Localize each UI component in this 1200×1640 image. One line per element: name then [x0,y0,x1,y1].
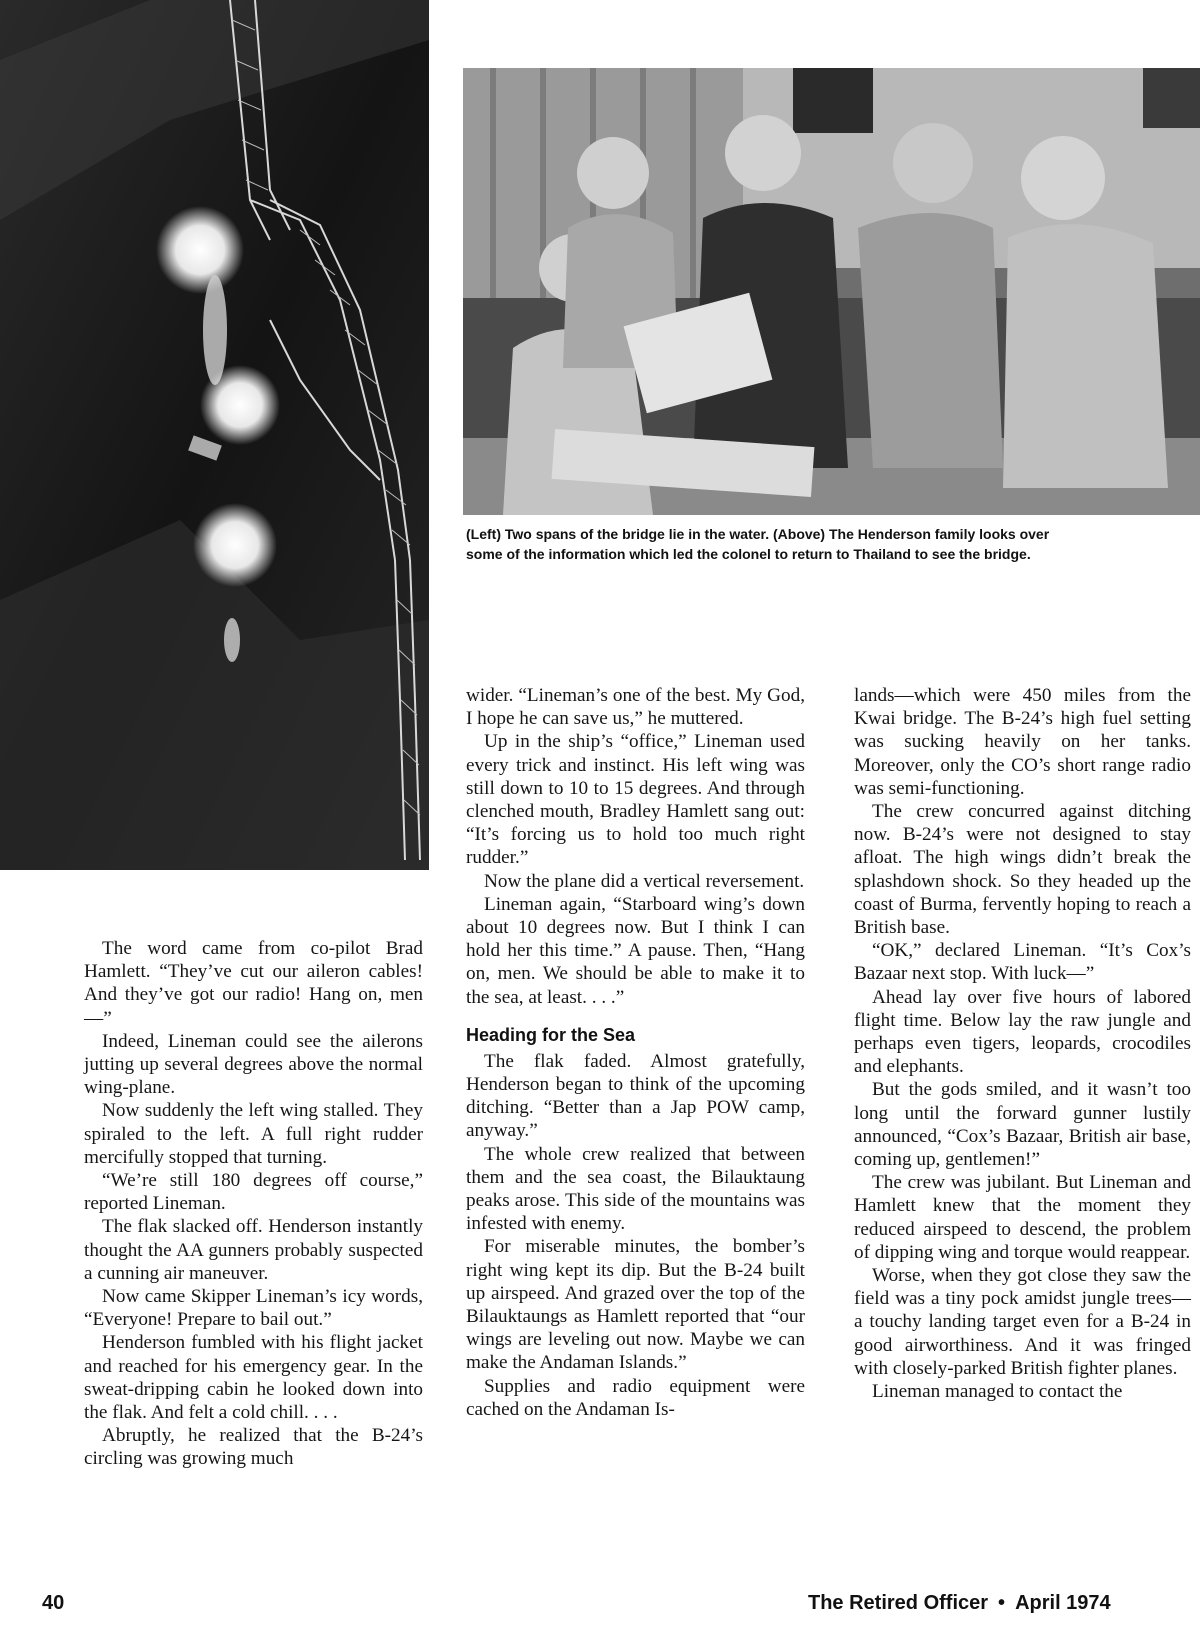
paragraph: The whole crew realized that between them and the sea coast, the Bilauktaung peaks arose. This side of the mountains was infested with enemy. [466,1143,805,1235]
paragraph: The crew concurred against ditching now. B-24’s were not designed to stay afloat. The high wings didn’t break the splashdown shock. So they headed up the coast of Burma, fervently hoping to reach a British base. [854,801,1191,939]
paragraph: For miserable minutes, the bomber’s right wing kept its dip. But the B-24 built up airspeed. And grazed over the top of the Bilauktaungs as Hamlett reported that “our wings are leveling out now. Maybe we can make the Andaman Islands.” [466,1236,805,1374]
article-column-2 [466,684,805,1421]
paragraph: Lineman again, “Starboard wing’s down about 10 degrees now. But I think I can hold her this time.” A pause. Then, “Hang on, men. We should be able to make it to the sea, at least. . . .” [466,893,805,1008]
paragraph: The crew was jubilant. But Lineman and Hamlett knew that the moment they reduced airspeed to descend, the problem of dipping wing and torque would reappear. [854,1172,1191,1263]
paragraph: Up in the ship’s “office,” Lineman used every trick and instinct. His left wing was still down to 10 to 15 degrees. And through clenched mouth, Bradley Hamlett sang out: “It’s forcing us to hold too much right rudder.” [466,731,805,869]
paragraph: The flak slacked off. Henderson instantly thought the AA gunners probably suspected a cunning air maneuver. [84,1216,423,1284]
paragraph: But the gods smiled, and it wasn’t too long until the forward gunner lustily announced, “Cox’s Bazaar, British air base, coming up, gentlemen!” [854,1079,1191,1171]
bridge-aerial-photo [0,0,429,870]
caption-line: some of the information which led the colonel to return to Thailand to see the bridge. [466,546,1031,562]
henderson-family-photo [463,68,1200,515]
paragraph: Now the plane did a vertical reversement. [484,870,805,892]
paragraph: Indeed, Lineman could see the ailerons jutting up several degrees above the normal wing-plane. [84,1030,423,1099]
paragraph: Supplies and radio equipment were cached on the Andaman Is- [466,1375,805,1420]
paragraph: Abruptly, he realized that the B-24’s circling was growing much [84,1425,423,1470]
publication-name: The Retired Officer [808,1592,989,1614]
separator-bullet: • [998,1592,1006,1614]
paragraph: Worse, when they got close they saw the field was a tiny pock amidst jungle trees—a touchy landing target even for a B-24 in good airworthiness. And it was fringed with closely-parked British fighter planes. [854,1265,1191,1379]
paragraph: wider. “Lineman’s one of the best. My God, I hope he can save us,” he muttered. [466,685,805,730]
paragraph: lands—which were 450 miles from the Kwai bridge. The B-24’s high fuel setting was sucking heavily on her tanks. Moreover, only the CO’s short range radio was semi-functioning. [854,685,1191,799]
paragraph: “OK,” declared Lineman. “It’s Cox’s Bazaar next stop. With luck—” [854,940,1191,985]
issue-date: April 1974 [1015,1592,1111,1614]
paragraph: Henderson fumbled with his flight jacket and reached for his emergency gear. In the sweat-dripping cabin he looked down into the flak. And felt a cold chill. . . . [84,1332,423,1424]
paragraph: Ahead lay over five hours of labored flight time. Below lay the raw jungle and perhaps even tigers, leopards, crocodiles and elephants. [854,986,1191,1078]
section-heading: Heading for the Sea [466,1024,636,1045]
paragraph: “We’re still 180 degrees off course,” reported Lineman. [84,1170,423,1215]
publication-footer [808,1592,1158,1622]
article-column-1 [84,937,423,1471]
paragraph: The flak faded. Almost gratefully, Henderson began to think of the upcoming ditching. “Better than a Jap POW camp, anyway.” [466,1050,805,1142]
paragraph: The word came from co-pilot Brad Hamlett. “They’ve cut our aileron cables! And they’ve got our radio! Hang on, men—” [84,938,423,1029]
page-number: 40 [42,1592,65,1614]
photo-caption [466,524,1196,564]
article-column-3 [854,684,1191,1403]
paragraph: Now came Skipper Lineman’s icy words, “Everyone! Prepare to bail out.” [84,1286,423,1331]
caption-line: (Left) Two spans of the bridge lie in the water. (Above) The Henderson family looks over [466,526,1050,542]
paragraph: Now suddenly the left wing stalled. They spiraled to the left. A full right rudder mercifully stopped that turning. [84,1100,423,1168]
paragraph: Lineman managed to contact the [872,1381,1123,1403]
